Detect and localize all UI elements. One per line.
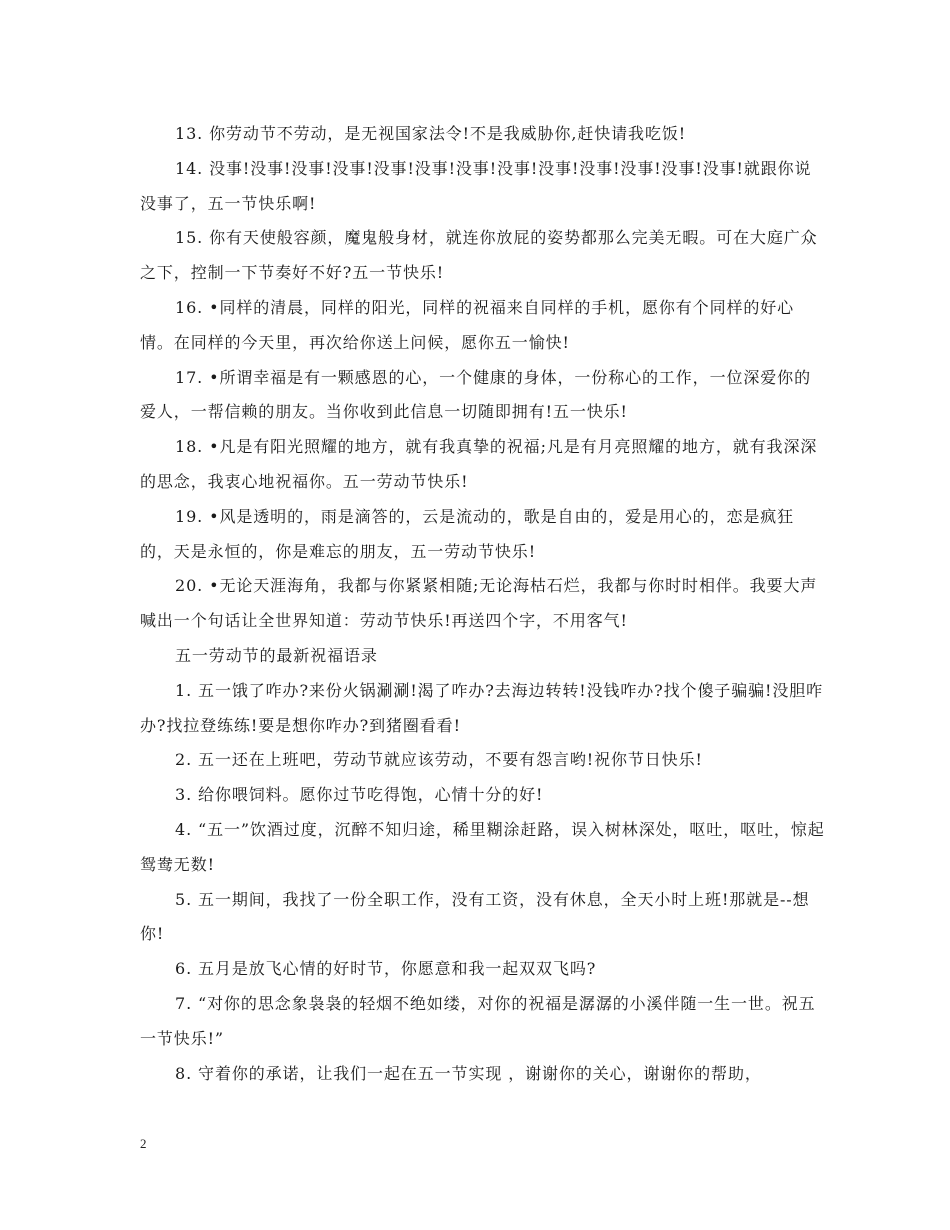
paragraph: 14. 没事!没事!没事!没事!没事!没事!没事!没事!没事!没事!没事!没事!没事!就跟你说没事了，五一节快乐啊! [140, 158, 812, 213]
paragraph: 5. 五一期间，我找了一份全职工作，没有工资，没有休息，全天小时上班!那就是--想你! [140, 889, 810, 944]
paragraph: 18. •凡是有阳光照耀的地方，就有我真挚的祝福;凡是有月亮照耀的地方，就有我深深的思念，我衷心地祝福你。五一劳动节快乐! [140, 437, 818, 491]
paragraph: 8. 守着你的承诺，让我们一起在五一节实现 ，谢谢你的关心，谢谢你的帮助， [175, 1063, 762, 1083]
paragraph: 7. “对你的思念象袅袅的轻烟不绝如缕，对你的祝福是潺潺的小溪伴随一生一世。祝五一节快乐!” [140, 993, 816, 1048]
page-body [140, 117, 825, 1091]
paragraph: 16. •同样的清晨，同样的阳光，同样的祝福来自同样的手机，愿你有个同样的好心情。在同样的今天里，再次给你送上问候，愿你五一愉快! [140, 297, 795, 352]
paragraph: 4. “五一”饮酒过度，沉醉不知归途，稀里糊涂赶路，误入树林深处，呕吐，呕吐，惊起鸳鸯无数! [140, 819, 825, 874]
paragraph: 19. •风是透明的，雨是滴答的，云是流动的，歌是自由的，爱是用心的，恋是疯狂的，天是永恒的，你是难忘的朋友，五一劳动节快乐! [140, 506, 795, 561]
paragraph: 13. 你劳动节不劳动，是无视国家法令!不是我威胁你,赶快请我吃饭! [175, 124, 687, 143]
paragraph: 6. 五月是放飞心情的好时节，你愿意和我一起双双飞吗? [175, 959, 597, 979]
section-heading: 五一劳动节的最新祝福语录 [175, 645, 378, 665]
paragraph: 3. 给你喂饲料。愿你过节吃得饱，心情十分的好! [175, 785, 544, 805]
paragraph: 1. 五一饿了咋办?来份火锅涮涮!渴了咋办?去海边转转!没钱咋办?找个傻子骗骗!没胆咋办?找拉登练练!要是想你咋办?到猪圈看看! [140, 680, 824, 735]
paragraph: 20. •无论天涯海角，我都与你紧紧相随;无论海枯石烂，我都与你时时相伴。我要大声喊出一个句话让全世界知道：劳动节快乐!再送四个字，不用客气! [140, 576, 818, 631]
paragraph: 2. 五一还在上班吧，劳动节就应该劳动，不要有怨言哟!祝你节日快乐! [175, 750, 703, 770]
paragraph: 15. 你有天使般容颜，魔鬼般身材，就连你放屁的姿势都那么完美无暇。可在大庭广众之下，控制一下节奏好不好?五一节快乐! [140, 228, 818, 283]
page-number: 2 [140, 1136, 147, 1151]
paragraph: 17. •所谓幸福是有一颗感恩的心，一个健康的身体，一份称心的工作，一位深爱你的爱人，一帮信赖的朋友。当你收到此信息一切随即拥有!五一快乐! [140, 367, 811, 422]
